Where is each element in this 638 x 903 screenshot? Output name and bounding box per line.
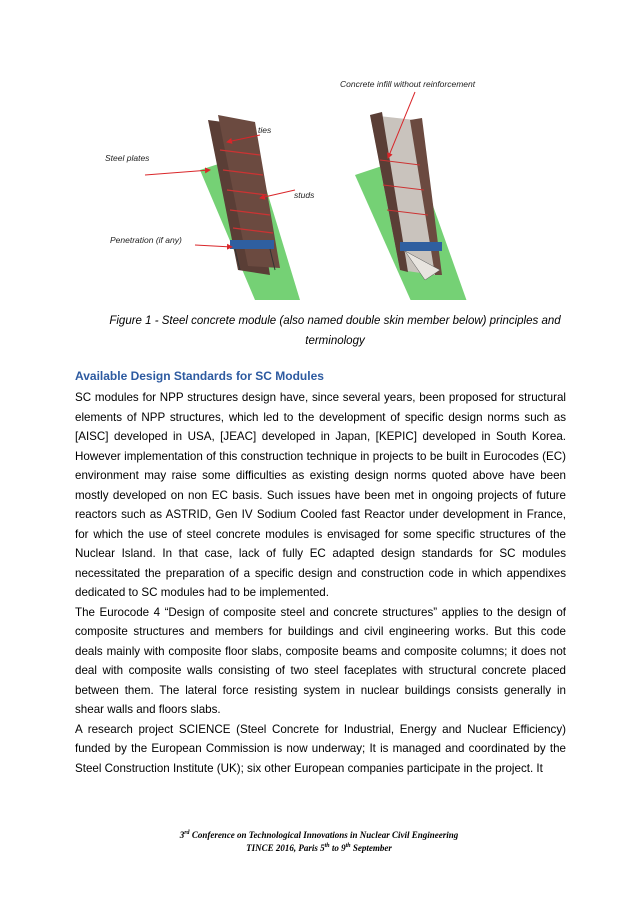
section-heading: Available Design Standards for SC Modules bbox=[75, 369, 324, 383]
figure-sc-module bbox=[70, 70, 570, 300]
arrow-steel-plates bbox=[145, 170, 210, 175]
page-footer bbox=[0, 829, 638, 855]
footer-line-2: TINCE 2016, Paris 5th to 9th September bbox=[246, 843, 392, 853]
left-module bbox=[200, 115, 300, 300]
figure-caption bbox=[100, 311, 570, 351]
caption-line-1: Figure 1 - Steel concrete module (also named double skin member below) principles and bbox=[109, 315, 561, 327]
body-text bbox=[75, 388, 566, 778]
footer-line-1: 3rd Conference on Technological Innovations in Nuclear Civil Engineering bbox=[179, 830, 459, 840]
label-concrete-infill: Concrete infill without reinforcement bbox=[340, 79, 476, 89]
caption-line-2: terminology bbox=[305, 335, 365, 347]
right-module bbox=[355, 112, 470, 300]
arrow-penetration bbox=[195, 245, 232, 247]
sc-module-illustration bbox=[70, 70, 570, 300]
label-penetration: Penetration (if any) bbox=[110, 235, 182, 245]
paragraph-2: The Eurocode 4 “Design of composite steel and concrete structures” applies to the design of composite structures and members for buildings and civil engineering works. But this code deals mainly with composite floor slabs, composite beams and composite columns; it does not deal with composite walls consisting of two steel faceplates with structural concrete placed between them. The lateral force resisting system in nuclear buildings consists generally in shear walls and floors slabs. bbox=[75, 605, 566, 716]
label-ties: ties bbox=[258, 125, 272, 135]
right-penetration-pipe bbox=[400, 242, 442, 251]
paragraph-1: SC modules for NPP structures design have, since several years, been proposed for structural elements of NPP structures, which led to the development of specific design norms such as [AISC] developed in USA, [JEAC] developed in Japan, [KEPIC] developed in South Korea. However implementation of this construction technique in projects to be built in Eurocodes (EC) environment may raise some difficulties as existing design norms quoted above have been mostly developed on non EC basis. Such issues have been met in ongoing projects of future reactors such as ASTRID, Gen IV Sodium Cooled fast Reactor under development in France, for which the use of steel concrete modules is envisaged for some specific structures of the Nuclear Island. In that case, lack of fully EC adapted design standards for SC modules necessitated the preparation of a specific design and construction code in which appendixes dedicated to SC modules had to be implemented. bbox=[75, 391, 566, 599]
left-penetration-pipe bbox=[230, 240, 274, 249]
paragraph-3: A research project SCIENCE (Steel Concrete for Industrial, Energy and Nuclear Efficiency) funded by the European Commission is now underway; It is managed and coordinated by the Steel Construction Institute (UK); six other European companies participate in the project. It bbox=[75, 722, 566, 775]
label-studs: studs bbox=[294, 190, 315, 200]
label-steel-plates: Steel plates bbox=[105, 153, 150, 163]
